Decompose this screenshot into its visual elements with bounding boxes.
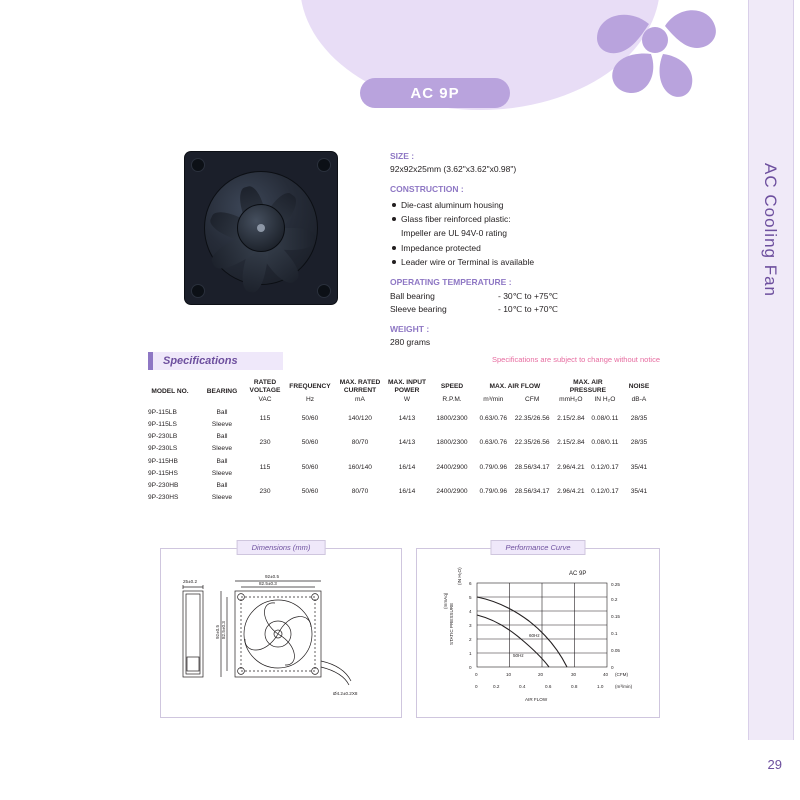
performance-curve-chart xyxy=(417,549,657,715)
specifications-table xyxy=(140,376,658,504)
temp-row xyxy=(390,290,640,303)
xtick-cfm-0: 0 xyxy=(475,672,478,677)
cell-bearing: Ball xyxy=(216,481,228,489)
unit-hz: Hz xyxy=(305,396,315,404)
side-tab xyxy=(740,0,800,800)
cell-bearing: Sleeve xyxy=(211,420,233,428)
fan-logo-icon xyxy=(590,0,720,110)
list-item: Impedance protected xyxy=(390,242,640,255)
cell-m3: 0.63/0.76 xyxy=(479,439,508,447)
cell-db: 35/41 xyxy=(630,487,648,495)
unit-vac: VAC xyxy=(258,396,272,404)
size-value: 92x92x25mm (3.62"x3.62"x0.98") xyxy=(390,164,517,175)
mount-hole xyxy=(191,284,205,298)
ytick-4: 4 xyxy=(469,609,472,614)
cell-hz: 50/60 xyxy=(301,487,319,495)
cell-m3: 0.79/0.96 xyxy=(479,463,508,471)
temp-value: - 10℃ to +70℃ xyxy=(498,303,558,314)
cell-m3: 0.63/0.76 xyxy=(479,414,508,422)
cell-vac: 115 xyxy=(259,414,271,422)
dimensions-panel xyxy=(160,543,402,718)
ytick-6: 6 xyxy=(469,581,472,586)
curve-50hz xyxy=(477,615,549,667)
cell-bearing: Ball xyxy=(216,457,228,465)
cell-bearing: Ball xyxy=(216,408,228,416)
dim-hole-note: Ø4.2±0.2X8 xyxy=(333,691,358,696)
table-row xyxy=(140,479,658,491)
mount-hole xyxy=(317,158,331,172)
cell-mmh2o: 2.96/4.21 xyxy=(557,463,585,471)
cell-bearing: Ball xyxy=(216,433,228,441)
unit-mmh2o: mmH₂O xyxy=(559,396,583,404)
unit-w: W xyxy=(403,396,411,404)
col-header-model: MODEL NO. xyxy=(151,388,189,396)
cell-hz: 50/60 xyxy=(301,414,319,422)
cell-m3: 0.79/0.96 xyxy=(479,487,508,495)
cell-inh2o: 0.08/0.11 xyxy=(591,439,619,447)
xtick-cfm-10: 10 xyxy=(506,672,512,677)
performance-curve-panel xyxy=(416,543,660,718)
header-artwork xyxy=(300,0,720,125)
cell-cfm: 28.56/34.17 xyxy=(514,463,550,471)
xtick-m3-08: 0.8 xyxy=(571,684,578,689)
dim-hole-pitch-w: 82.5±0.3 xyxy=(259,581,277,586)
chart-yunit-right: (IN H₂O) xyxy=(457,567,462,585)
dim-outer-width: 92±0.5 xyxy=(265,574,280,579)
unit-dba: dB-A xyxy=(631,396,647,404)
table-row xyxy=(140,406,658,418)
cell-mmh2o: 2.15/2.84 xyxy=(557,414,585,422)
cell-blank xyxy=(656,491,658,503)
cell-w: 14/13 xyxy=(398,439,416,447)
cell-model: 9P-230LS xyxy=(148,445,178,453)
cell-model: 9P-115HB xyxy=(148,457,178,465)
dim-outer-height: 92±0.5 xyxy=(215,624,220,639)
cell-model: 9P-230HB xyxy=(148,481,179,489)
construction-heading: CONSTRUCTION : xyxy=(390,184,464,195)
list-item: Leader wire or Terminal is available xyxy=(390,256,640,269)
cell-mmh2o: 2.15/2.84 xyxy=(557,439,585,447)
cell-ma: 160/140 xyxy=(348,463,372,471)
chart-yunit-left: (mmAq) xyxy=(443,592,448,609)
cell-bearing: Sleeve xyxy=(211,445,233,453)
ytick-1: 1 xyxy=(469,651,472,656)
cell-inh2o: 0.12/0.17 xyxy=(591,487,619,495)
xtick-m3-02: 0.2 xyxy=(493,684,500,689)
temp-row xyxy=(390,303,640,316)
cell-bearing: Sleeve xyxy=(211,469,233,477)
dim-side-width: 25±0.2 xyxy=(183,579,198,584)
xtick-cfm-40: 40 xyxy=(603,672,609,677)
unit-ma: mA xyxy=(355,396,365,404)
ytick-0: 0 xyxy=(469,665,472,670)
col-header-max-input-power: MAX. INPUT POWER xyxy=(387,379,427,394)
xunit-m3: (m³/min) xyxy=(615,684,633,689)
cell-ma: 80/70 xyxy=(351,439,369,447)
cell-mmh2o: 2.96/4.21 xyxy=(557,487,585,495)
chart-title: AC 9P xyxy=(569,571,587,577)
ytick-r-5: 0.25 xyxy=(611,582,620,587)
chart-xlabel: AIR FLOW xyxy=(525,697,548,702)
specifications-notice: Specifications are subject to change without notice xyxy=(491,355,660,364)
cell-rpm: 2400/2900 xyxy=(436,463,468,471)
ytick-r-4: 0.2 xyxy=(611,597,618,602)
ytick-r-2: 0.1 xyxy=(611,631,618,636)
xtick-m3-04: 0.4 xyxy=(519,684,526,689)
cell-db: 28/35 xyxy=(630,439,648,447)
col-header-noise: NOISE xyxy=(628,382,650,390)
table-row xyxy=(140,431,658,443)
list-item: Die-cast aluminum housing xyxy=(390,199,640,212)
cell-rpm: 1800/2300 xyxy=(436,414,468,422)
cell-model: 9P-115LS xyxy=(148,420,177,428)
xtick-cfm-30: 30 xyxy=(571,672,577,677)
table-row xyxy=(140,455,658,467)
chart-ylabel: STATIC PRESSURE xyxy=(449,602,454,645)
series-label-60hz: 60Hz xyxy=(529,633,540,638)
dim-hole-pitch-h: 82.5±0.3 xyxy=(221,621,226,639)
size-heading: SIZE : xyxy=(390,151,415,161)
weight-value: 280 grams xyxy=(390,337,431,348)
cell-hz: 50/60 xyxy=(301,439,319,447)
temp-label: Sleeve bearing xyxy=(390,303,447,314)
cell-cfm: 28.56/34.17 xyxy=(514,487,550,495)
unit-m3min: m³/min xyxy=(483,396,504,404)
weight-heading: WEIGHT : xyxy=(390,323,430,334)
product-spec-text xyxy=(390,150,640,349)
cell-ma: 140/120 xyxy=(348,414,372,422)
cell-vac: 115 xyxy=(259,463,271,471)
fan-hub-center xyxy=(257,224,265,232)
temp-value: - 30℃ to +75℃ xyxy=(498,290,558,301)
unit-cfm: CFM xyxy=(525,396,540,404)
construction-list-2 xyxy=(390,242,640,269)
col-header-max-rated-current: MAX. RATED CURRENT xyxy=(339,379,381,394)
cell-model: 9P-230LB xyxy=(148,433,178,441)
list-item: Glass fiber reinforced plastic: xyxy=(390,213,640,226)
temperature-heading: OPERATING TEMPERATURE : xyxy=(390,277,512,288)
ytick-2: 2 xyxy=(469,637,472,642)
ytick-r-1: 0.05 xyxy=(611,648,620,653)
col-header-frequency: FREQUENCY xyxy=(289,382,331,390)
cell-db: 28/35 xyxy=(630,414,648,422)
cell-rpm: 2400/2900 xyxy=(436,487,468,495)
cell-w: 14/13 xyxy=(398,414,416,422)
construction-sub: Impeller are UL 94V-0 rating xyxy=(401,227,507,238)
cell-vac: 230 xyxy=(259,439,271,447)
xunit-cfm: (CFM) xyxy=(615,672,629,677)
cell-inh2o: 0.08/0.11 xyxy=(591,414,619,422)
product-badge: AC 9P xyxy=(360,78,510,108)
cell-hz: 50/60 xyxy=(301,463,319,471)
cell-model: 9P-230HS xyxy=(148,494,179,502)
side-tab-label: AC Cooling Fan xyxy=(761,162,780,297)
cell-model: 9P-115LB xyxy=(148,408,177,416)
cell-inh2o: 0.12/0.17 xyxy=(591,463,619,471)
dimensions-drawing xyxy=(161,549,399,715)
cell-db: 35/41 xyxy=(630,463,648,471)
unit-rpm: R.P.M. xyxy=(442,396,462,404)
col-header-speed: SPEED xyxy=(440,382,464,390)
xtick-m3-10: 1.0 xyxy=(597,684,604,689)
xtick-cfm-20: 20 xyxy=(538,672,544,677)
cell-bearing: Sleeve xyxy=(211,494,233,502)
cell-w: 16/14 xyxy=(398,463,416,471)
performance-curve-title: Performance Curve xyxy=(490,540,585,555)
unit-inh2o: IN H₂O xyxy=(594,396,616,404)
col-header-rated-voltage: RATED VOLTAGE xyxy=(249,379,281,394)
ytick-3: 3 xyxy=(469,623,472,628)
construction-list xyxy=(390,199,640,226)
mount-hole xyxy=(191,158,205,172)
xtick-m3-0: 0 xyxy=(475,684,478,689)
cell-ma: 80/70 xyxy=(351,487,369,495)
product-photo xyxy=(185,152,337,304)
mount-hole xyxy=(317,284,331,298)
col-header-max-air-flow: MAX. AIR FLOW xyxy=(489,382,541,390)
series-label-50hz: 50Hz xyxy=(513,653,524,658)
dimensions-title: Dimensions (mm) xyxy=(237,540,326,555)
cell-rpm: 1800/2300 xyxy=(436,439,468,447)
cell-cfm: 22.35/26.56 xyxy=(514,414,550,422)
xtick-m3-06: 0.6 xyxy=(545,684,552,689)
cell-vac: 230 xyxy=(259,487,271,495)
cell-cfm: 22.35/26.56 xyxy=(514,439,550,447)
page-number: 29 xyxy=(767,757,782,772)
col-header-bearing: BEARING xyxy=(206,388,238,396)
ytick-r-0: 0 xyxy=(611,665,614,670)
specifications-banner: Specifications xyxy=(148,352,283,370)
temp-label: Ball bearing xyxy=(390,290,435,301)
cell-model: 9P-115HS xyxy=(148,469,178,477)
ytick-5: 5 xyxy=(469,595,472,600)
cell-w: 16/14 xyxy=(398,487,416,495)
ytick-r-3: 0.15 xyxy=(611,614,620,619)
col-header-max-air-pressure: MAX. AIR PRESSURE xyxy=(569,379,607,394)
